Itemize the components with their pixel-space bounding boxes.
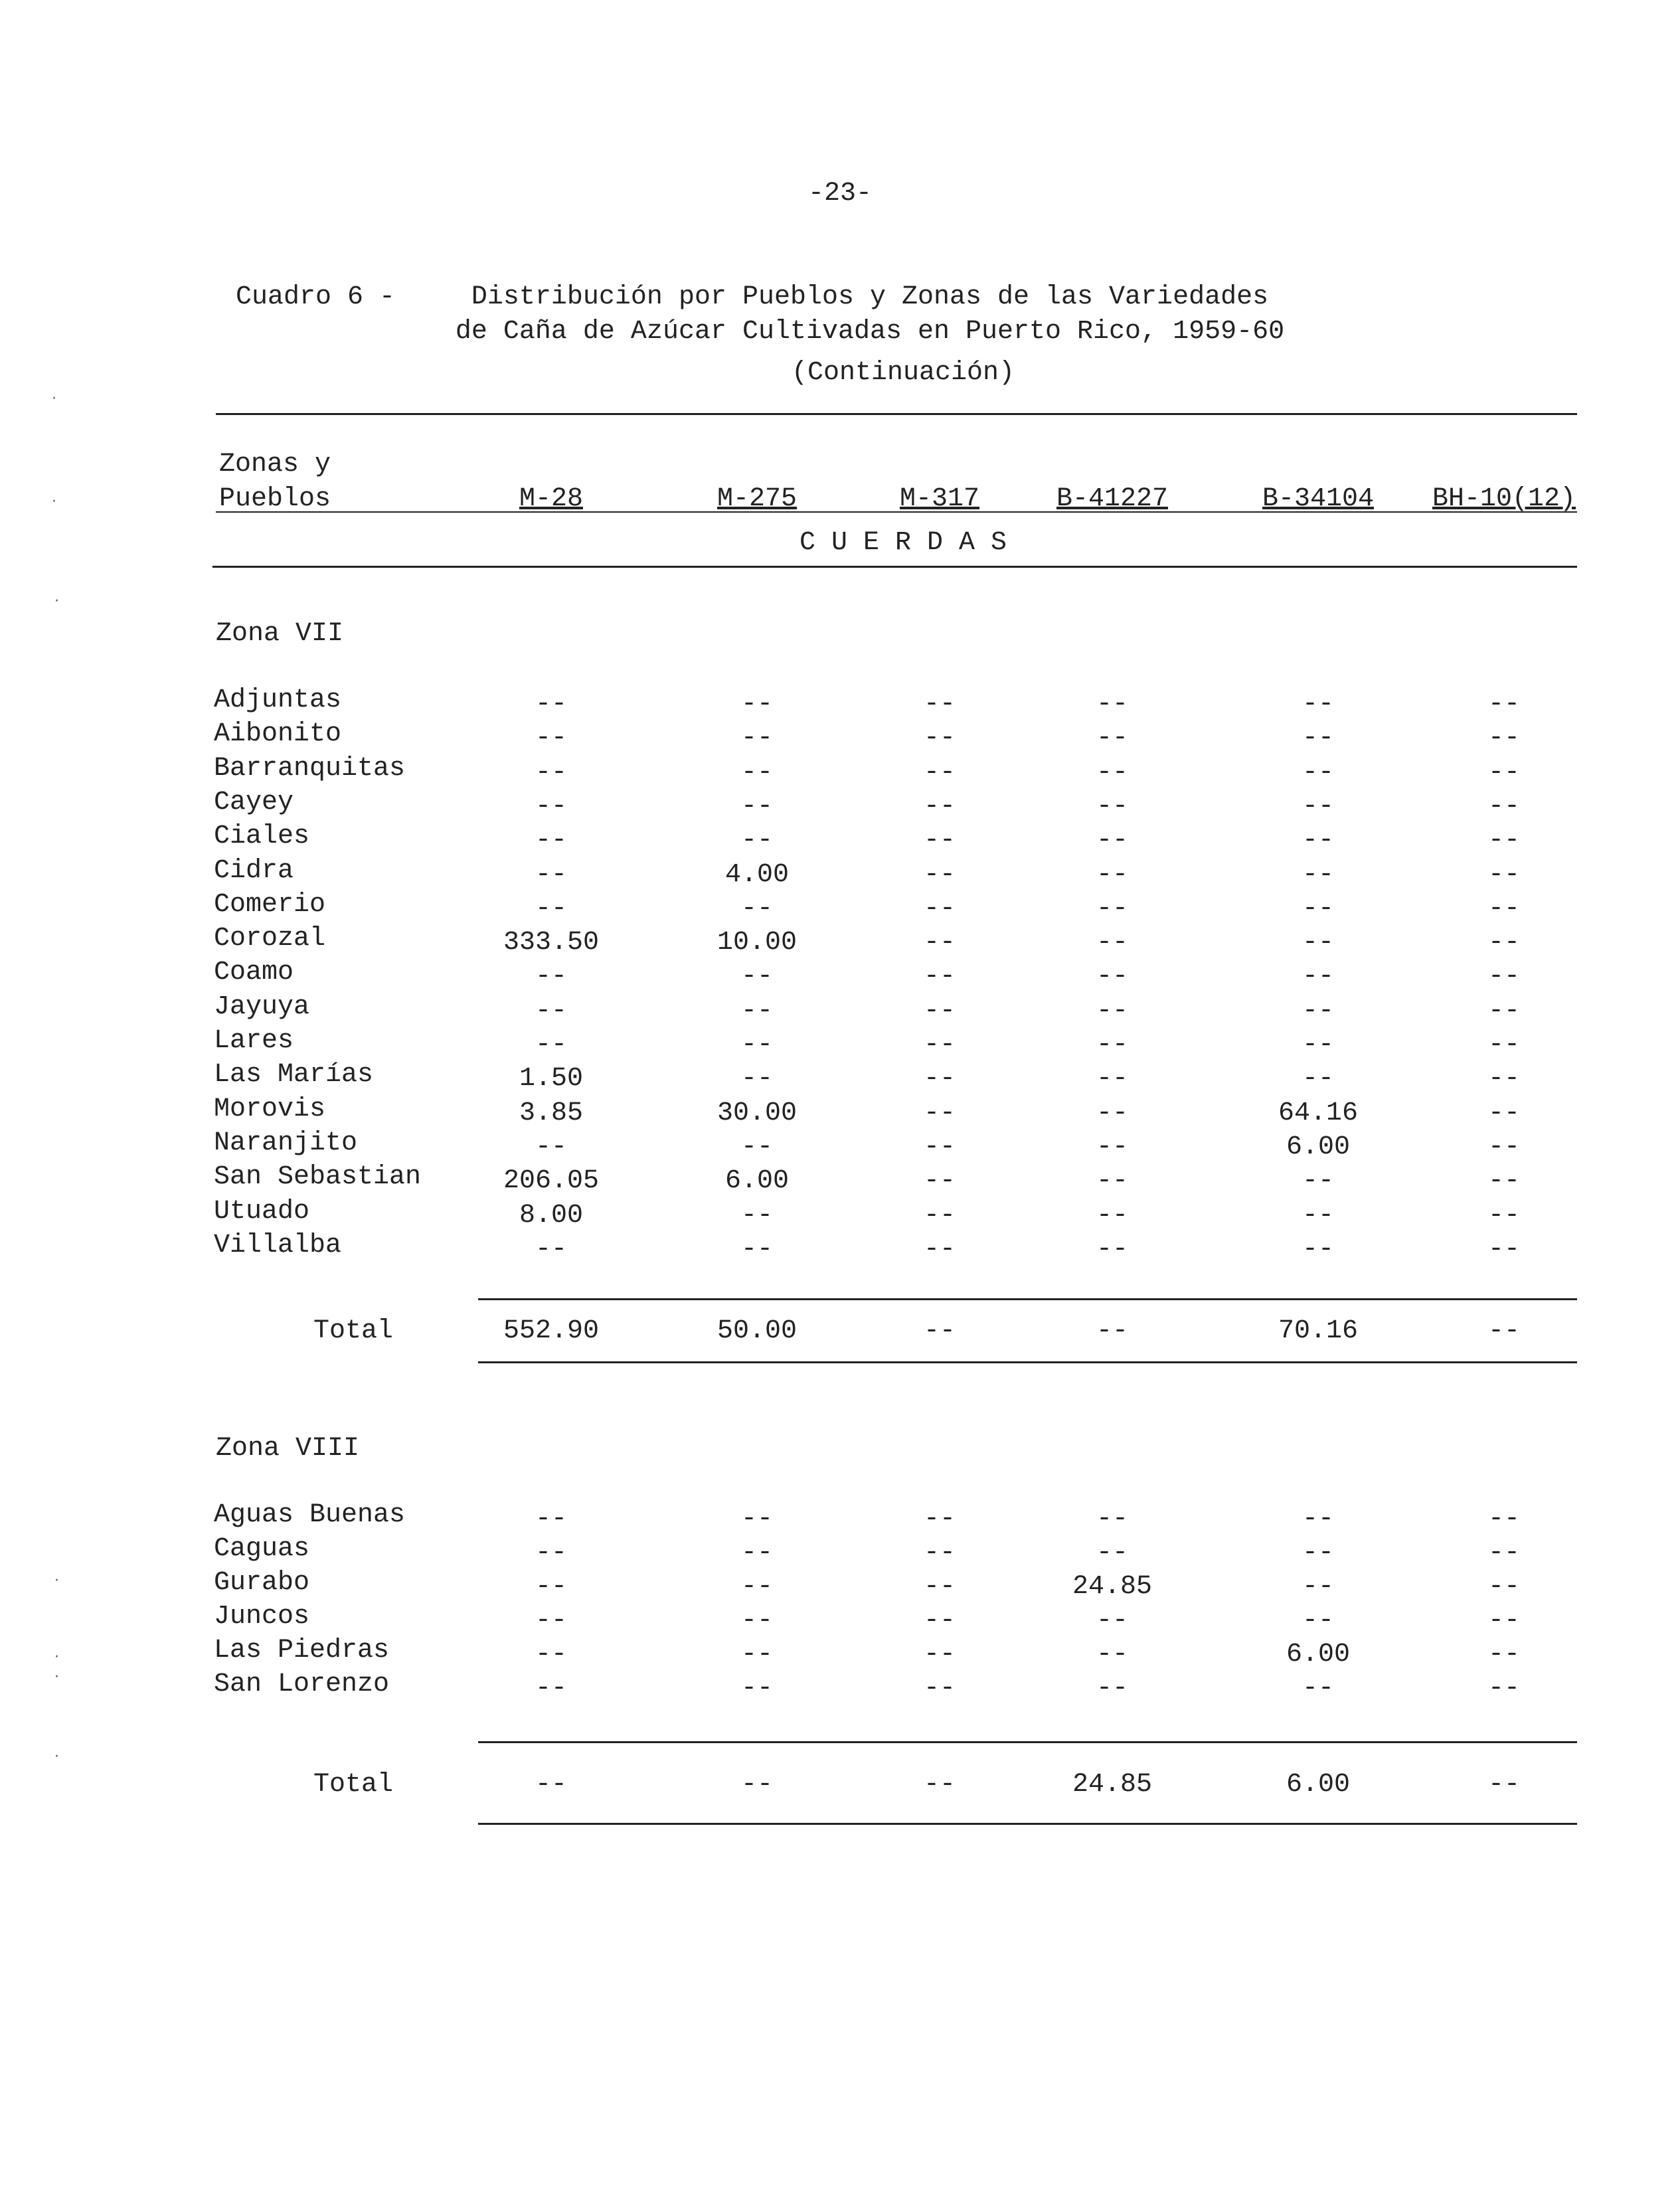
margin-speck: · — [52, 390, 56, 407]
table-cell: -- — [923, 1538, 956, 1568]
table-cell: -- — [1096, 860, 1128, 890]
table-cell: -- — [740, 1572, 773, 1602]
table-cell: 64.16 — [1278, 1098, 1359, 1128]
total-cell: 70.16 — [1278, 1316, 1359, 1346]
column-header: B-41227 — [1056, 484, 1169, 514]
column-header: BH-10(12) — [1432, 484, 1576, 514]
table-cell: -- — [923, 792, 956, 821]
table-cell: -- — [1096, 1064, 1128, 1094]
table-cell: -- — [1487, 1673, 1520, 1703]
table-cell: -- — [1096, 723, 1128, 753]
table-cell: -- — [1487, 1201, 1520, 1231]
header-zonas-y: Zonas y — [219, 450, 331, 479]
pueblo-name: Jayuya — [214, 992, 310, 1022]
table-cell: -- — [1096, 996, 1128, 1026]
table-cell: -- — [740, 1132, 773, 1162]
table-cell: -- — [1487, 825, 1520, 855]
column-header: M-28 — [519, 484, 583, 514]
pueblo-name: Las Piedras — [214, 1636, 390, 1665]
pueblo-name: Comerio — [214, 890, 326, 920]
table-cell: -- — [1096, 1030, 1128, 1060]
table-cell: -- — [1302, 1606, 1334, 1636]
table-cell: -- — [1487, 758, 1520, 788]
table-cell: -- — [535, 723, 567, 753]
table-cell: -- — [1302, 792, 1334, 821]
table-cell: -- — [740, 689, 773, 719]
table-cell: -- — [1302, 1166, 1334, 1196]
table-title-line1: Distribución por Pueblos y Zonas de las Variedades — [471, 282, 1269, 312]
total-label: Total — [313, 1770, 394, 1800]
total-cell: -- — [923, 1770, 956, 1800]
table-cell: -- — [1487, 996, 1520, 1026]
pueblo-name: Cidra — [214, 856, 294, 886]
table-cell: -- — [535, 860, 567, 890]
total-bottom-rule — [478, 1361, 1577, 1363]
table-cell: -- — [1096, 1673, 1128, 1703]
pueblo-name: Barranquitas — [214, 754, 406, 784]
table-cell: -- — [535, 792, 567, 821]
total-cell: -- — [1487, 1316, 1520, 1346]
total-top-rule — [478, 1741, 1577, 1743]
margin-speck: · — [54, 1649, 59, 1665]
table-cell: -- — [740, 962, 773, 991]
table-cell: -- — [740, 1640, 773, 1669]
table-cell: 206.05 — [503, 1166, 600, 1196]
table-cell: 24.85 — [1072, 1572, 1153, 1602]
table-cell: -- — [1096, 689, 1128, 719]
table-cell: -- — [535, 962, 567, 991]
total-cell: 50.00 — [716, 1316, 798, 1346]
total-cell: 6.00 — [1286, 1770, 1350, 1800]
table-cell: -- — [1096, 792, 1128, 821]
pueblo-name: Cayey — [214, 788, 294, 817]
table-cell: -- — [1302, 1234, 1334, 1264]
table-cell: -- — [740, 758, 773, 788]
table-cell: -- — [535, 1132, 567, 1162]
total-cell: -- — [923, 1316, 956, 1346]
table-cell: -- — [1096, 825, 1128, 855]
table-cell: -- — [923, 689, 956, 719]
pueblo-name: Aibonito — [214, 719, 342, 749]
table-cell: -- — [740, 1606, 773, 1636]
table-cell: -- — [923, 1606, 956, 1636]
table-cell: -- — [740, 825, 773, 855]
table-cell: -- — [1096, 962, 1128, 991]
pueblo-name: San Sebastian — [214, 1162, 422, 1192]
table-cell: -- — [1302, 928, 1334, 958]
table-cell: -- — [740, 1504, 773, 1534]
pueblo-name: Ciales — [214, 821, 310, 851]
table-cell: -- — [1096, 1132, 1128, 1162]
table-cell: -- — [1487, 1098, 1520, 1128]
table-cell: -- — [1302, 1572, 1334, 1602]
pueblo-name: Morovis — [214, 1094, 326, 1124]
table-cell: 6.00 — [1286, 1132, 1350, 1162]
pueblo-name: Juncos — [214, 1602, 310, 1632]
total-cell: 24.85 — [1072, 1770, 1153, 1800]
table-cell: -- — [535, 894, 567, 924]
page-number: -23- — [807, 179, 872, 209]
table-cell: -- — [740, 1673, 773, 1703]
table-cell: -- — [1096, 758, 1128, 788]
table-cell: -- — [1096, 894, 1128, 924]
table-cell: -- — [1096, 1201, 1128, 1231]
table-cell: -- — [923, 758, 956, 788]
table-cell: 6.00 — [1286, 1640, 1350, 1669]
table-cell: -- — [1302, 1030, 1334, 1060]
table-cell: -- — [1487, 1606, 1520, 1636]
table-cell: -- — [923, 1098, 956, 1128]
column-header: B-34104 — [1262, 484, 1375, 514]
table-cell: -- — [1487, 1538, 1520, 1568]
table-cell: -- — [535, 1234, 567, 1264]
total-cell: 552.90 — [503, 1316, 600, 1346]
pueblo-name: Lares — [214, 1026, 294, 1056]
table-cell: -- — [1487, 860, 1520, 890]
column-header: M-275 — [716, 484, 798, 514]
total-cell: -- — [1487, 1770, 1520, 1800]
total-top-rule — [478, 1298, 1577, 1300]
table-cell: -- — [1487, 792, 1520, 821]
table-cell: 10.00 — [716, 928, 798, 958]
pueblo-name: Adjuntas — [214, 685, 342, 715]
table-title-line3: (Continuación) — [791, 358, 1015, 388]
table-cell: -- — [1487, 928, 1520, 958]
zone-heading: Zona VII — [216, 619, 344, 649]
table-cell: 1.50 — [519, 1064, 583, 1094]
total-cell: -- — [1096, 1316, 1128, 1346]
table-cell: -- — [923, 825, 956, 855]
table-cell: -- — [1302, 1064, 1334, 1094]
table-cell: -- — [740, 1030, 773, 1060]
table-cell: -- — [535, 996, 567, 1026]
table-cell: -- — [1096, 1234, 1128, 1264]
table-cell: -- — [535, 1640, 567, 1669]
table-cell: -- — [740, 1538, 773, 1568]
table-cell: -- — [535, 825, 567, 855]
table-cell: -- — [923, 1673, 956, 1703]
pueblo-name: Villalba — [214, 1231, 342, 1260]
table-cell: -- — [923, 1064, 956, 1094]
column-header: M-317 — [899, 484, 980, 514]
table-caption-label: Cuadro 6 - — [236, 282, 396, 312]
margin-speck: · — [54, 1669, 59, 1685]
table-cell: -- — [923, 860, 956, 890]
table-cell: -- — [1487, 1640, 1520, 1669]
table-cell: -- — [740, 894, 773, 924]
table-cell: -- — [1302, 962, 1334, 991]
table-cell: 333.50 — [503, 928, 600, 958]
table-cell: -- — [1487, 1166, 1520, 1196]
pueblo-name: Utuado — [214, 1197, 310, 1227]
table-cell: -- — [923, 1166, 956, 1196]
table-cell: -- — [740, 792, 773, 821]
table-cell: -- — [923, 1201, 956, 1231]
table-cell: -- — [740, 723, 773, 753]
pueblo-name: Coamo — [214, 958, 294, 987]
table-cell: 4.00 — [724, 860, 789, 890]
table-cell: -- — [1487, 1064, 1520, 1094]
table-cell: 6.00 — [724, 1166, 789, 1196]
table-title-line2: de Caña de Azúcar Cultivadas en Puerto Rico, 1959-60 — [455, 317, 1285, 347]
table-cell: -- — [1096, 1640, 1128, 1669]
table-cell: -- — [923, 723, 956, 753]
table-cell: -- — [923, 894, 956, 924]
pueblo-name: Corozal — [214, 924, 326, 954]
table-cell: -- — [1487, 1030, 1520, 1060]
table-cell: -- — [1302, 1538, 1334, 1568]
table-cell: -- — [1302, 723, 1334, 753]
header-pueblos: Pueblos — [219, 484, 331, 514]
table-cell: -- — [1302, 1673, 1334, 1703]
table-cell: -- — [1096, 1538, 1128, 1568]
margin-speck: · — [54, 1572, 59, 1589]
table-cell: -- — [1302, 689, 1334, 719]
table-cell: -- — [1302, 1504, 1334, 1534]
pueblo-name: Gurabo — [214, 1568, 310, 1598]
total-cell: -- — [740, 1770, 773, 1800]
table-cell: -- — [1096, 1166, 1128, 1196]
table-cell: 3.85 — [519, 1098, 583, 1128]
table-top-rule — [216, 413, 1577, 415]
header-underline — [216, 511, 1577, 513]
table-cell: -- — [923, 962, 956, 991]
table-cell: -- — [1487, 1234, 1520, 1264]
table-cell: -- — [1096, 928, 1128, 958]
total-label: Total — [313, 1316, 394, 1346]
table-cell: -- — [1302, 1201, 1334, 1231]
pueblo-name: Naranjito — [214, 1128, 358, 1158]
table-cell: -- — [1487, 1572, 1520, 1602]
table-cell: -- — [923, 1030, 956, 1060]
table-cell: -- — [535, 689, 567, 719]
table-cell: 8.00 — [519, 1201, 583, 1231]
table-cell: -- — [923, 996, 956, 1026]
table-cell: -- — [1487, 723, 1520, 753]
table-cell: -- — [535, 1538, 567, 1568]
table-cell: 30.00 — [716, 1098, 798, 1128]
pueblo-name: Caguas — [214, 1534, 310, 1564]
table-cell: -- — [535, 1572, 567, 1602]
table-cell: -- — [923, 1234, 956, 1264]
table-cell: -- — [740, 1064, 773, 1094]
table-cell: -- — [740, 996, 773, 1026]
margin-speck: · — [54, 593, 59, 610]
total-cell: -- — [535, 1770, 567, 1800]
table-cell: -- — [923, 1572, 956, 1602]
table-cell: -- — [535, 758, 567, 788]
pueblo-name: San Lorenzo — [214, 1669, 390, 1699]
table-cell: -- — [1302, 894, 1334, 924]
pueblo-name: Las Marías — [214, 1060, 374, 1090]
table-cell: -- — [1302, 860, 1334, 890]
table-cell: -- — [1096, 1098, 1128, 1128]
table-cell: -- — [1302, 996, 1334, 1026]
table-cell: -- — [1487, 962, 1520, 991]
table-cell: -- — [1096, 1606, 1128, 1636]
table-cell: -- — [1487, 1504, 1520, 1534]
table-cell: -- — [1487, 894, 1520, 924]
table-cell: -- — [1487, 1132, 1520, 1162]
pueblo-name: Aguas Buenas — [214, 1500, 406, 1530]
total-bottom-rule — [478, 1823, 1577, 1825]
table-cell: -- — [923, 1640, 956, 1669]
table-cell: -- — [923, 928, 956, 958]
table-cell: -- — [923, 1132, 956, 1162]
zone-heading: Zona VIII — [216, 1434, 360, 1464]
margin-speck: · — [54, 1748, 59, 1765]
table-cell: -- — [1302, 825, 1334, 855]
table-cell: -- — [535, 1673, 567, 1703]
table-cell: -- — [535, 1504, 567, 1534]
table-cell: -- — [740, 1201, 773, 1231]
unit-label-cuerdas: C U E R D A S — [799, 528, 1007, 558]
table-cell: -- — [1487, 689, 1520, 719]
table-cell: -- — [1096, 1504, 1128, 1534]
table-cell: -- — [535, 1030, 567, 1060]
margin-speck: · — [52, 493, 56, 510]
table-cell: -- — [535, 1606, 567, 1636]
table-cell: -- — [923, 1504, 956, 1534]
table-cell: -- — [740, 1234, 773, 1264]
table-cell: -- — [1302, 758, 1334, 788]
header-bottom-rule — [212, 566, 1577, 568]
